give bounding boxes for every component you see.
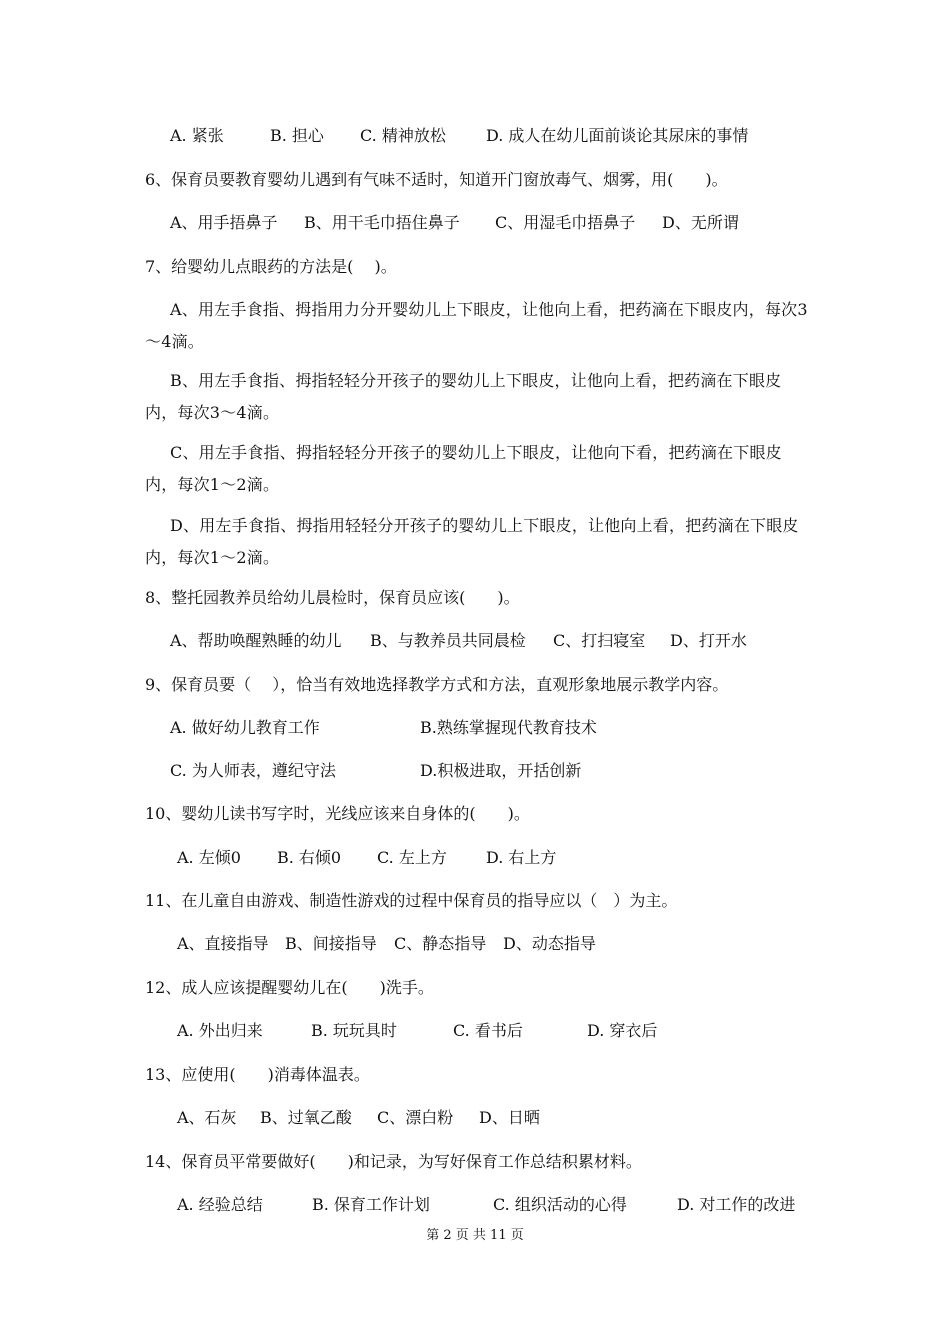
q12-option-c: C. 看书后 [453,1021,523,1040]
page-number-footer: 第 2 页 共 11 页 [426,1228,524,1243]
q11-option-a: A、直接指导 [177,934,269,953]
q8-option-d: D、打开水 [670,631,747,650]
q10-option-b: B. 右倾0 [277,848,342,867]
q11-stem: 11、在儿童自由游戏、制造性游戏的过程中保育员的指导应以（ ）为主。 [145,891,678,910]
q8-option-b: B、与教养员共同晨检 [370,631,526,650]
q13-option-a: A、石灰 [177,1108,237,1127]
q6-option-c: C、用湿毛巾捂鼻子 [495,213,636,232]
q9-option-a: A. 做好幼儿教育工作 [170,718,320,737]
q8-option-a: A、帮助唤醒熟睡的幼儿 [170,631,342,650]
q9-stem: 9、保育员要（ ），恰当有效地选择教学方式和方法，直观形象地展示教学内容。 [145,675,729,694]
q13-stem: 13、应使用( )消毒体温表。 [145,1065,370,1084]
q5-option-d: D. 成人在幼儿面前谈论其尿床的事情 [486,126,749,145]
q11-option-b: B、间接指导 [285,934,377,953]
q13-option-b: B、过氧乙酸 [260,1108,352,1127]
q12-stem: 12、成人应该提醒婴幼儿在( )洗手。 [145,978,434,997]
q14-option-d: D. 对工作的改进 [677,1195,796,1214]
q12-option-a: A. 外出归来 [177,1021,263,1040]
q13-option-d: D、日晒 [479,1108,540,1127]
q9-option-d: D.积极进取，开括创新 [420,761,582,780]
q14-option-a: A. 经验总结 [177,1195,263,1214]
q11-option-d: D、动态指导 [503,934,596,953]
q6-option-b: B、用干毛巾捂住鼻子 [304,213,460,232]
q13-option-c: C、漂白粉 [377,1108,454,1127]
q8-option-c: C、打扫寝室 [553,631,646,650]
q12-option-d: D. 穿衣后 [587,1021,658,1040]
q7-option-a: A、用左手食指、拇指用力分开婴幼儿上下眼皮，让他向上看，把药滴在下眼皮内，每次3～4滴。 [145,300,808,351]
q11-option-c: C、静态指导 [394,934,487,953]
q9-option-c: C. 为人师表，遵纪守法 [170,761,336,780]
q6-option-a: A、用手捂鼻子 [170,213,278,232]
q10-option-c: C. 左上方 [377,848,447,867]
q7-stem: 7、给婴幼儿点眼药的方法是( )。 [145,257,397,276]
q8-stem: 8、整托园教养员给幼儿晨检时，保育员应该( )。 [145,588,520,607]
q14-option-b: B. 保育工作计划 [312,1195,430,1214]
q6-option-d: D、无所谓 [662,213,739,232]
q7-option-b: B、用左手食指、拇指轻轻分开孩子的婴幼儿上下眼皮，让他向上看，把药滴在下眼皮内，每次3～4滴。 [145,371,782,422]
q10-option-d: D. 右上方 [486,848,557,867]
q7-option-d: D、用左手食指、拇指用轻轻分开孩子的婴幼儿上下眼皮，让他向上看，把药滴在下眼皮内，每次1～2滴。 [145,516,799,567]
q14-option-c: C. 组织活动的心得 [493,1195,627,1214]
q5-option-c: C. 精神放松 [360,126,446,145]
q10-option-a: A. 左倾0 [177,848,241,867]
q12-option-b: B. 玩玩具时 [311,1021,397,1040]
q14-stem: 14、保育员平常要做好( )和记录，为写好保育工作总结积累材料。 [145,1152,642,1171]
q5-option-a: A. 紧张 [170,126,224,145]
q5-option-b: B. 担心 [270,126,324,145]
q9-option-b: B.熟练掌握现代教育技术 [420,718,597,737]
q6-stem: 6、保育员要教育婴幼儿遇到有气味不适时，知道开门窗放毒气、烟雾，用( )。 [145,170,728,189]
q10-stem: 10、婴幼儿读书写字时，光线应该来自身体的( )。 [145,804,530,823]
q7-option-c: C、用左手食指、拇指轻轻分开孩子的婴幼儿上下眼皮，让他向下看，把药滴在下眼皮内，每次1～2滴。 [145,443,782,494]
